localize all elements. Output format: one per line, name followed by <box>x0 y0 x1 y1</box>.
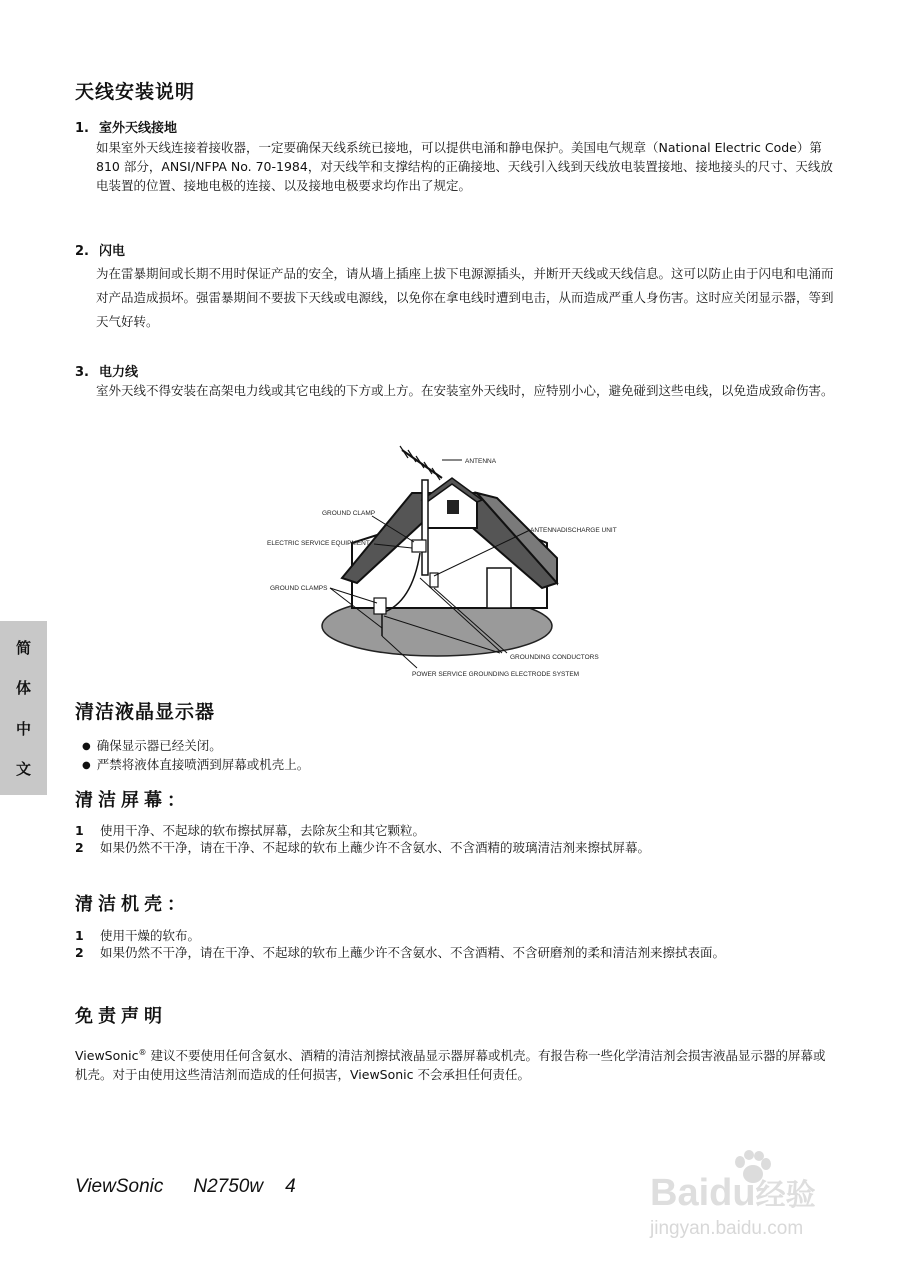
step-text: 如果仍然不干净，请在干净、不起球的软布上蘸少许不含氨水、不含酒精的玻璃清洁剂来擦拭屏幕。 <box>100 840 651 855</box>
footer-brand: ViewSonic <box>75 1176 164 1197</box>
page-title: 天线安装说明 <box>75 81 196 103</box>
section-3-number: 3. <box>75 365 89 380</box>
label-electrode-system: POWER SERVICE GROUNDING ELECTRODE SYSTEM <box>412 671 580 678</box>
antenna-grounding-diagram <box>262 438 632 683</box>
section-2-body: 为在雷暴期间或长期不用时保证产品的安全，请从墙上插座上拔下电源源插头，并断开天线或天线信息。这可以防止由于闪电和电涌而对产品造成损坏。强雷暴期间不要拔下天线或电源线，以免你在拿电线时遭到电击，从而造成严重人身伤害。这时应关闭显示器，等到天气好转。 <box>96 266 834 329</box>
section-3-title: 电力线 <box>99 365 139 380</box>
cleaning-case-title: 清洁机壳： <box>75 894 190 915</box>
cleaning-screen-steps <box>75 822 835 856</box>
side-tab-char: 中 <box>15 719 31 738</box>
disclaimer-text: 建议不要使用任何含氨水、酒精的清洁剂擦拭液晶显示器屏幕或机壳。有报告称一些化学清洁剂会损害液晶显示器的屏幕或机壳。对于由使用这些清洁剂而造成的任何损害，ViewSonic 不会承担任何责任。 <box>75 1048 826 1083</box>
step-text: 使用干燥的软布。 <box>100 928 201 943</box>
list-item: ● 确保显示器已经关闭。 <box>82 737 309 756</box>
page-footer <box>75 1176 296 1198</box>
cleaning-screen-title: 清洁屏幕： <box>75 790 190 811</box>
side-tab-char: 体 <box>15 679 31 698</box>
list-item <box>75 944 820 961</box>
step-text: 使用干净、不起球的软布擦拭屏幕，去除灰尘和其它颗粒。 <box>100 823 426 838</box>
section-3-body: 室外天线不得安装在高架电力线或其它电线的下方或上方。在安装室外天线时，应特别小心，避免碰到这些电线，以免造成致命伤害。 <box>96 383 834 398</box>
brand-name: ViewSonic <box>75 1048 139 1064</box>
step-number: 1 <box>75 928 84 943</box>
section-1-body: 如果室外天线连接着接收器，一定要确保天线系统已接地，可以提供电涌和静电保护。美国电气规章（National Electric Code）第 810 部分，ANSI/NFPA No. 70-1984，对天线竿和支撑结构的正确接地、天线引入线到天线放电装置接地、接地接头的尺寸、天线放电装置的位置、接地电极的连接、以及接地电极要求均作出了规定。 <box>96 140 833 193</box>
section-2-title: 闪电 <box>99 244 126 259</box>
section-3-heading <box>75 361 138 380</box>
baidu-watermark <box>650 1150 870 1250</box>
cleaning-lcd-title: 清洁液晶显示器 <box>75 701 216 723</box>
disclaimer-body <box>75 1043 835 1084</box>
baidu-logo-du: du <box>709 1172 756 1214</box>
list-item <box>75 822 835 839</box>
section-1-heading <box>75 117 177 136</box>
side-tab-char: 简 <box>15 638 31 657</box>
list-item <box>75 927 820 944</box>
footer-page-number: 4 <box>285 1176 296 1197</box>
cleaning-lcd-bullets <box>82 737 309 775</box>
step-text: 如果仍然不干净，请在干净、不起球的软布上蘸少许不含氨水、不含酒精、不含研磨剂的柔和清洁剂来擦拭表面。 <box>100 945 726 960</box>
list-item: ● 严禁将液体直接喷洒到屏幕或机壳上。 <box>82 756 309 775</box>
baidu-logo-bai: Bai <box>650 1172 710 1214</box>
side-tab-char: 文 <box>15 760 31 779</box>
label-ground-clamps: GROUND CLAMPS <box>270 585 328 592</box>
label-electric-service: ELECTRIC SERVICE EQUIPMENT <box>267 540 370 547</box>
antenna-elements <box>400 446 440 480</box>
watermark-url: jingyan.baidu.com <box>650 1218 804 1239</box>
footer-model: N2750w <box>193 1176 264 1197</box>
section-2-number: 2. <box>75 244 89 259</box>
language-side-tab <box>0 621 47 795</box>
section-1-number: 1. <box>75 121 89 136</box>
baidu-logo <box>650 1170 816 1215</box>
label-discharge-unit: ANTENNADISCHARGE UNIT <box>530 527 617 534</box>
service-equipment-box <box>374 598 386 614</box>
cleaning-case-steps <box>75 927 820 961</box>
disclaimer-title: 免责声明 <box>75 1006 167 1027</box>
label-grounding-conductors: GROUNDING CONDUCTORS <box>510 654 599 661</box>
dormer-window <box>447 500 459 514</box>
registered-mark: ® <box>138 1048 147 1057</box>
step-number: 1 <box>75 823 84 838</box>
label-ground-clamp: GROUND CLAMP <box>322 510 376 517</box>
section-1-title: 室外天线接地 <box>99 121 178 136</box>
antenna-mast <box>422 480 428 575</box>
list-item <box>75 839 835 856</box>
section-2-heading <box>75 240 125 259</box>
step-number: 2 <box>75 945 84 960</box>
step-number: 2 <box>75 840 84 855</box>
label-antenna: ANTENNA <box>465 458 497 465</box>
door <box>487 568 511 608</box>
baidu-logo-jingyan: 经验 <box>755 1179 816 1212</box>
